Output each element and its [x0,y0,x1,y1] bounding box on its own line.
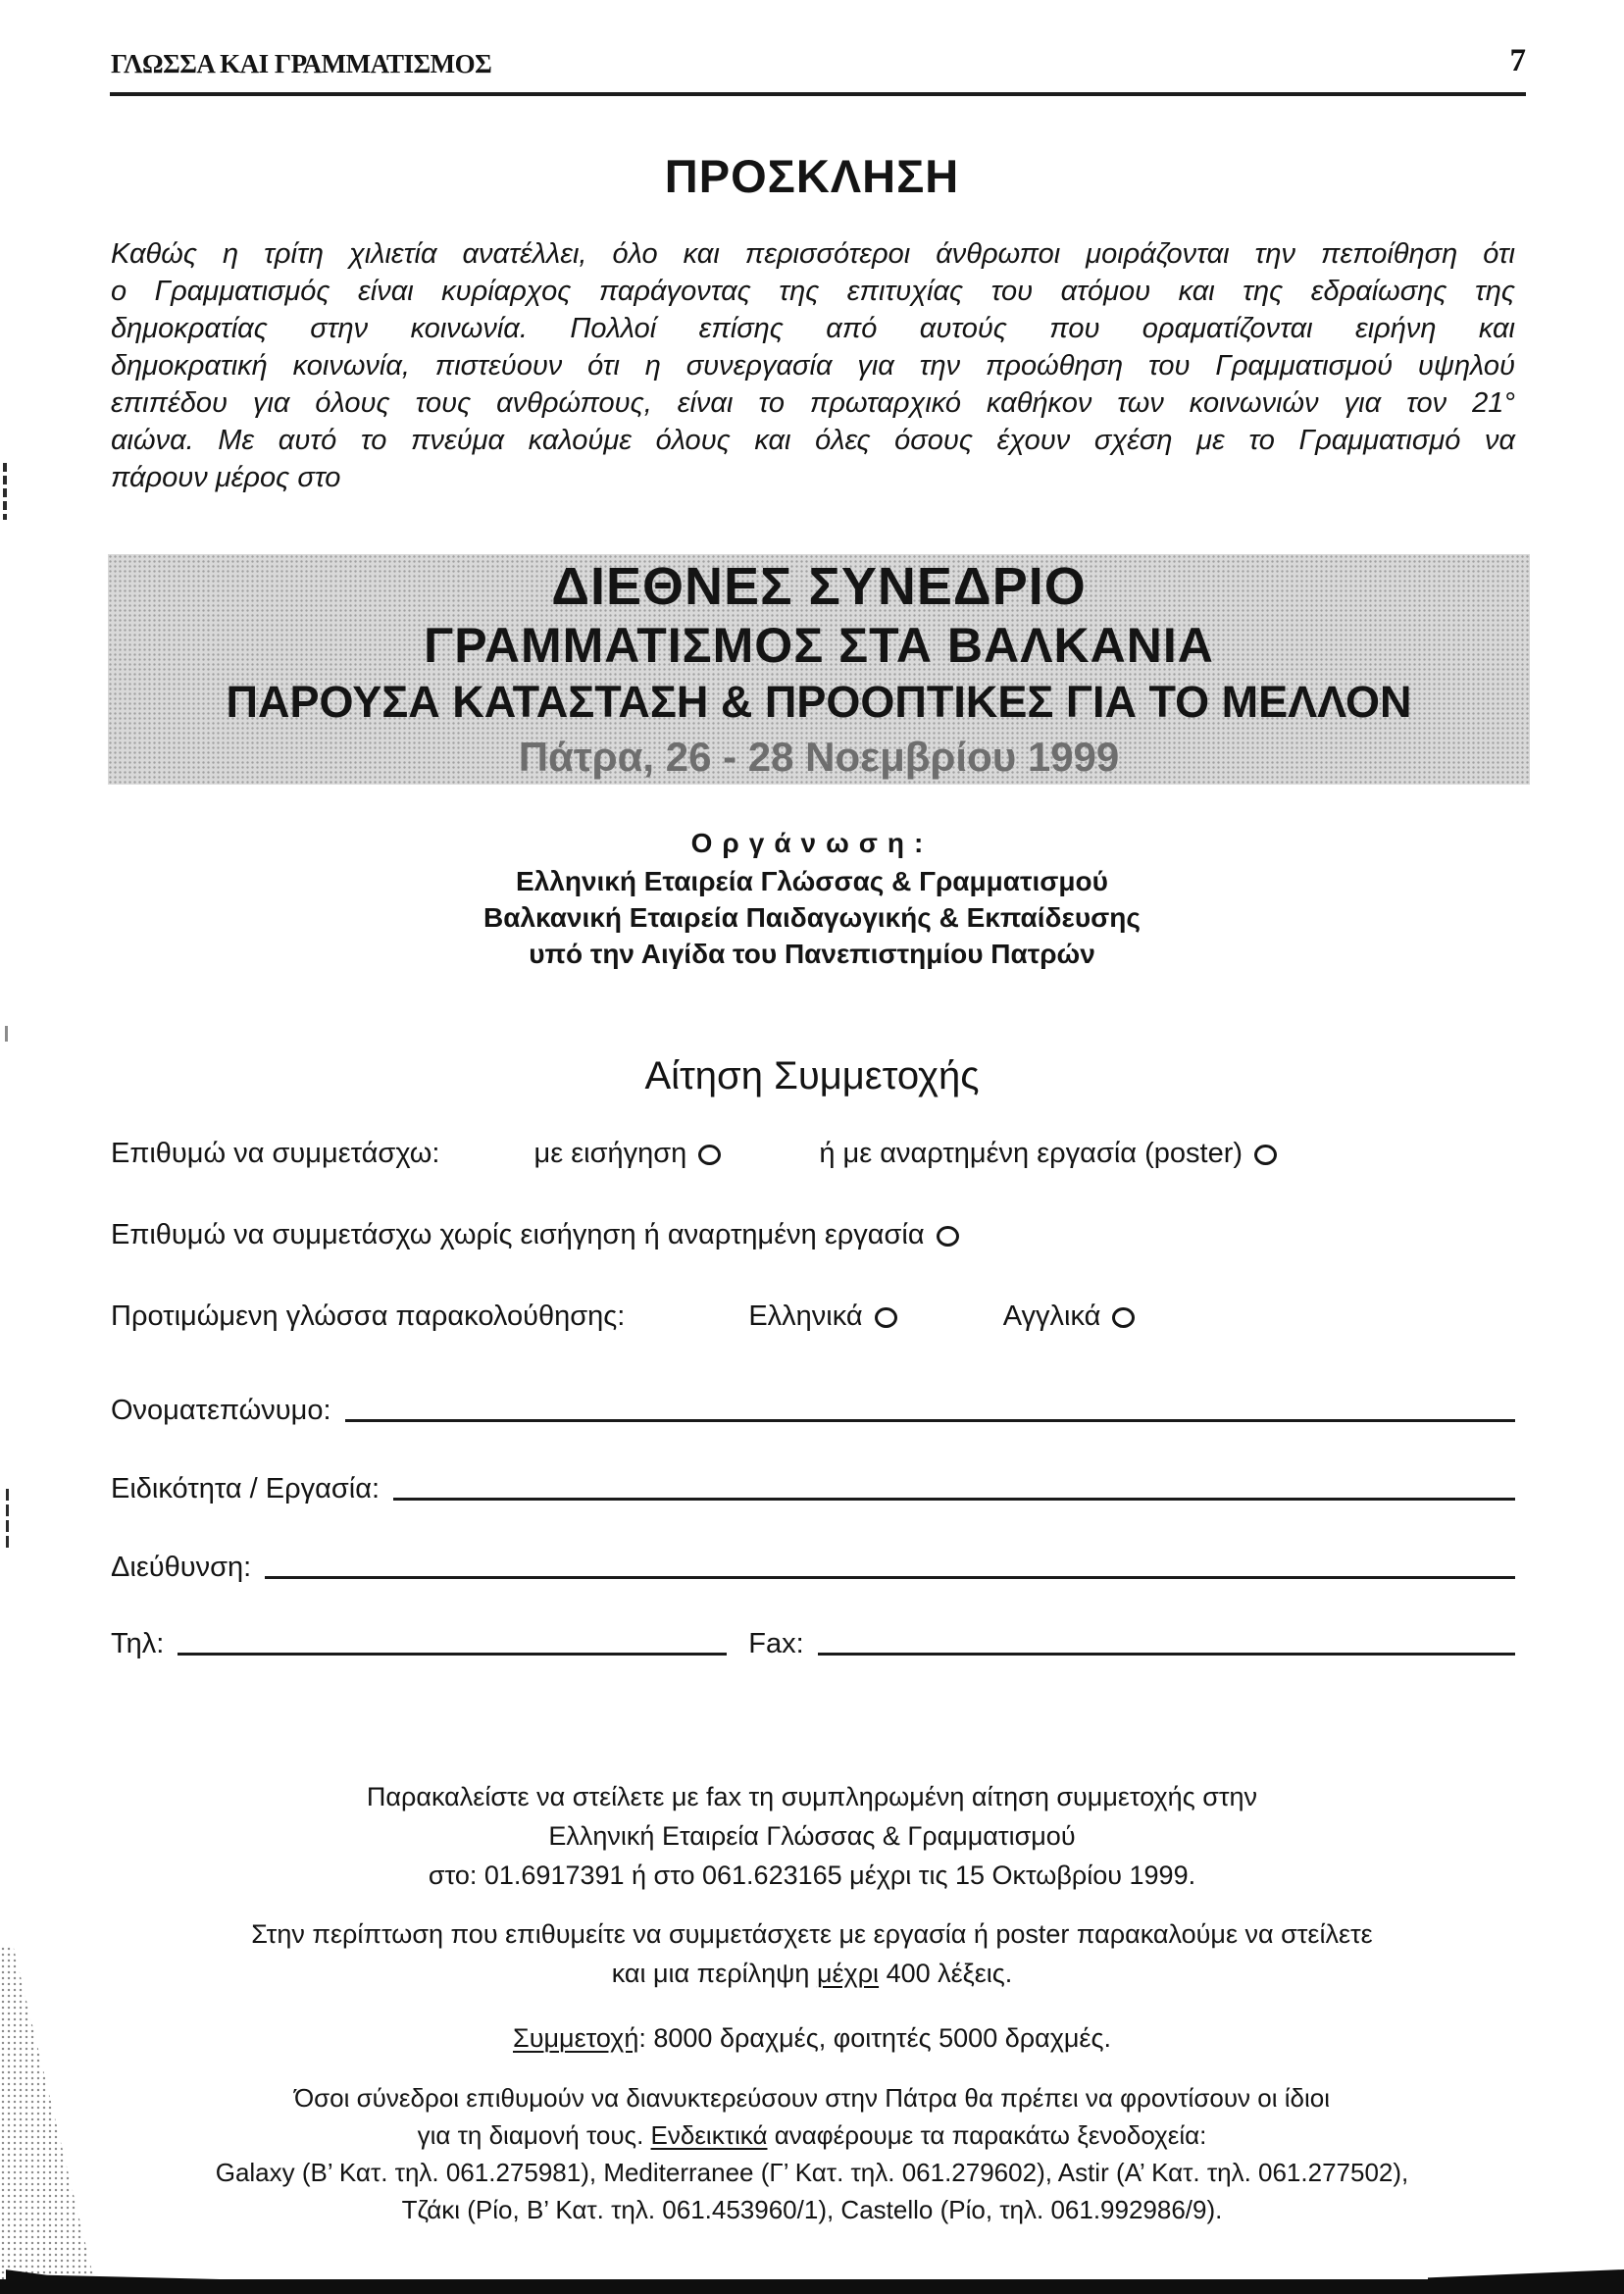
no-paper-label: Επιθυμώ να συμμετάσχω χωρίς εισήγηση ή αναρτημένη εργασία [111,1219,925,1250]
hotels-note-line: Τζάκι (Ρίο, Β’ Κατ. τηλ. 061.453960/1), Castello (Ρίο, τηλ. 061.992986/9). [401,2195,1223,2224]
journal-title: ΓΛΩΣΣΑ ΚΑΙ ΓΡΑΜΜΑΤΙΣΜΟΣ [111,49,492,78]
participation-row [111,1138,1277,1170]
fax-note-line: Ελληνική Εταιρεία Γλώσσας & Γραμματισμού [548,1821,1076,1851]
radio-with-paper [698,1145,721,1165]
fee-note: Συμμετοχή: 8000 δραχμές, φοιτητές 5000 δραχμές. [513,2023,1111,2053]
intro-line: αιώνα. Με αυτό το πνεύμα καλούμε όλους και όλες όσους έχουν σχέση με το Γραμματισμό να [111,425,1515,456]
page-number: 7 [1509,43,1526,78]
page-header [111,43,1526,79]
underlined-word: μέχρι [816,1959,880,1988]
radio-greek [875,1307,897,1328]
intro-line: επιπέδου για όλους τους ανθρώπους, είναι το πρωταρχικό καθήκον των κοινωνιών για τον 21° [111,387,1515,419]
phone-field-label: Τηλ: [111,1628,165,1659]
hotels-note-line: Όσοι σύνεδροι επιθυμούν να διανυκτερεύσουν στην Πάτρα θα πρέπει να φροντίσουν οι ίδιοι [293,2083,1331,2113]
intro-line: δημοκρατική κοινωνία, πιστεύουν ότι η συνεργασία για την προώθηση του Γραμματισμού υψηλού [111,350,1515,382]
name-field-row [111,1395,1515,1427]
fax-note-line: στο: 01.6917391 ή στο 061.623165 μέχρι τις 15 Οκτωβρίου 1999. [428,1861,1196,1890]
fax-field-label: Fax: [748,1628,804,1659]
phone-fax-field-row [111,1628,1515,1660]
underlined-word: Ενδεικτικά [650,2120,768,2150]
page-title: ΠΡΟΣΚΛΗΣΗ [664,150,960,202]
organization-heading: Οργάνωση: [690,828,934,858]
conference-banner [108,554,1530,785]
fax-instruction-note [0,1777,1624,1895]
address-field-label: Διεύθυνση: [111,1552,252,1583]
underlined-word: Συμμετοχή [513,2023,639,2053]
option-with-poster-label: ή με αναρτημένη εργασία (poster) [819,1138,1243,1169]
name-write-line [345,1418,1515,1422]
fax-note-line: Παρακαλείστε να στείλετε με fax τη συμπληρωμένη αίτηση συμμετοχής στην [366,1782,1258,1811]
address-field-row [111,1552,1515,1584]
radio-with-poster [1254,1145,1277,1165]
language-row [111,1300,1135,1333]
application-heading: Αίτηση Συμμετοχής [644,1054,980,1097]
specialty-field-label: Ειδικότητα / Εργασία: [111,1473,381,1504]
hotels-note-line: για τη διαμονή τους. Ενδεικτικά αναφέρουμε τα παρακάτω ξενοδοχεία: [417,2120,1207,2150]
conference-type: ΔΙΕΘΝΕΣ ΣΥΝΕΔΡΙΟ [551,556,1087,616]
option-english-label: Αγγλικά [1002,1300,1101,1332]
organization-line: Βαλκανική Εταιρεία Παιδαγωγικής & Εκπαίδευσης [483,902,1141,933]
hotels-note [0,2079,1624,2228]
specialty-write-line [393,1497,1515,1501]
phone-write-line [178,1652,727,1656]
intro-line: ο Γραμματισμός είναι κυρίαρχος παράγοντας της επιτυχίας του ατόμου και της εδραίωσης της [111,276,1515,307]
scan-artifact [6,1489,9,1550]
radio-english [1112,1307,1135,1328]
intro-line: Καθώς η τρίτη χιλιετία ανατέλλει, όλο και περισσότεροι άνθρωποι μοιράζονται την πεποίθηση ότι [111,238,1515,270]
organization-line: υπό την Αιγίδα του Πανεπιστημίου Πατρών [529,939,1095,969]
organization-line: Ελληνική Εταιρεία Γλώσσας & Γραμματισμού [516,866,1108,896]
specialty-field-row [111,1473,1515,1505]
participation-no-paper-row [111,1219,959,1251]
fax-write-line [818,1652,1515,1656]
intro-line: πάρουν μέρος στο [111,462,341,493]
organization-block [0,824,1624,972]
conference-subtitle: ΠΑΡΟΥΣΑ ΚΑΤΑΣΤΑΣΗ & ΠΡΟΟΠΤΙΚΕΣ ΓΙΑ ΤΟ ΜΕΛΛΟΝ [226,676,1412,727]
abstract-note-line: και μια περίληψη μέχρι 400 λέξεις. [611,1959,1013,1988]
scan-artifact [3,463,7,520]
conference-title: ΓΡΑΜΜΑΤΙΣΜΟΣ ΣΤΑ ΒΑΛΚΑΝΙΑ [424,617,1214,673]
intro-paragraph [111,235,1515,496]
scan-edge-bar [0,2279,1624,2294]
radio-no-paper [937,1226,959,1247]
option-greek-label: Ελληνικά [748,1300,863,1332]
abstract-note [0,1914,1624,1993]
hotels-note-line: Galaxy (Β’ Κατ. τηλ. 061.275981), Mediterranee (Γ’ Κατ. τηλ. 061.279602), Astir (Α’ Κατ. τηλ. 061.277502), [215,2158,1409,2187]
language-label: Προτιμώμενη γλώσσα παρακολούθησης: [111,1300,626,1332]
intro-line: δημοκρατίας στην κοινωνία. Πολλοί επίσης από αυτούς που οραματίζονται ειρήνη και [111,313,1515,344]
scan-artifact [5,1026,8,1042]
header-rule [110,92,1526,96]
abstract-note-line: Στην περίπτωση που επιθυμείτε να συμμετάσχετε με εργασία ή poster παρακαλούμε να στείλετε [251,1919,1373,1949]
address-write-line [265,1575,1515,1579]
name-field-label: Ονοματεπώνυμο: [111,1395,331,1426]
participation-label: Επιθυμώ να συμμετάσχω: [111,1138,440,1169]
conference-date-place: Πάτρα, 26 - 28 Νοεμβρίου 1999 [518,733,1120,780]
option-with-paper-label: με εισήγηση [533,1138,687,1169]
